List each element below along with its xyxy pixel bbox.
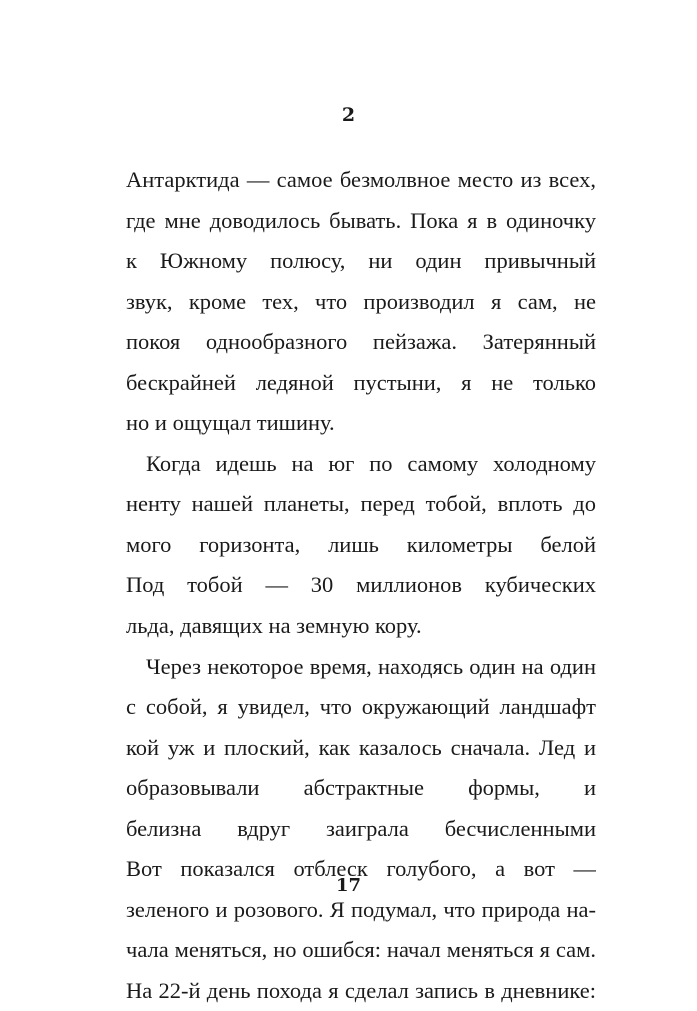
text-line: Когда идешь на юг по самому холодному xyxy=(146,450,596,476)
text-line: Вот показался отблеск голубого, а вот — xyxy=(126,856,596,882)
text-line: мого горизонта, лишь километры белой xyxy=(126,531,596,557)
text-line: где мне доводилось бывать. Пока я в одиночку xyxy=(126,207,596,233)
text-line: чала меняться, но ошибся: начал меняться я сам. xyxy=(126,937,596,963)
text-line: бескрайней ледяной пустыни, я не только xyxy=(126,369,596,395)
text-line: образовывали абстрактные формы, и xyxy=(126,775,596,801)
text-line: с собой, я увидел, что окружающий ландшафт xyxy=(126,694,596,720)
text-line: зеленого и розового. Я подумал, что природа на- xyxy=(126,896,596,922)
text-line: покоя однообразного пейзажа. Затерянный xyxy=(126,329,596,355)
text-line: ненту нашей планеты, перед тобой, вплоть до xyxy=(126,491,596,517)
text-line: к Южному полюсу, ни один привычный xyxy=(126,248,596,274)
text-line: Антарктида — самое безмолвное место из всех, xyxy=(126,167,596,192)
text-line: кой уж и плоский, как казалось сначала. Лед и xyxy=(126,734,596,760)
text-line: звук, кроме тех, что производил я сам, не xyxy=(126,288,596,314)
chapter-number: 2 xyxy=(341,104,356,126)
page-number: 17 xyxy=(335,875,362,896)
text-line: Под тобой — 30 миллионов кубических xyxy=(126,572,596,598)
text-line: белизна вдруг заиграла бесчисленными xyxy=(126,815,596,841)
text-line: На 22-й день похода я сделал запись в дневнике: xyxy=(126,977,596,1003)
text-line: но и ощущал тишину. xyxy=(126,410,335,436)
text-line: Через некоторое время, находясь один на один xyxy=(146,653,596,679)
text-line: льда, давящих на земную кору. xyxy=(126,613,422,639)
